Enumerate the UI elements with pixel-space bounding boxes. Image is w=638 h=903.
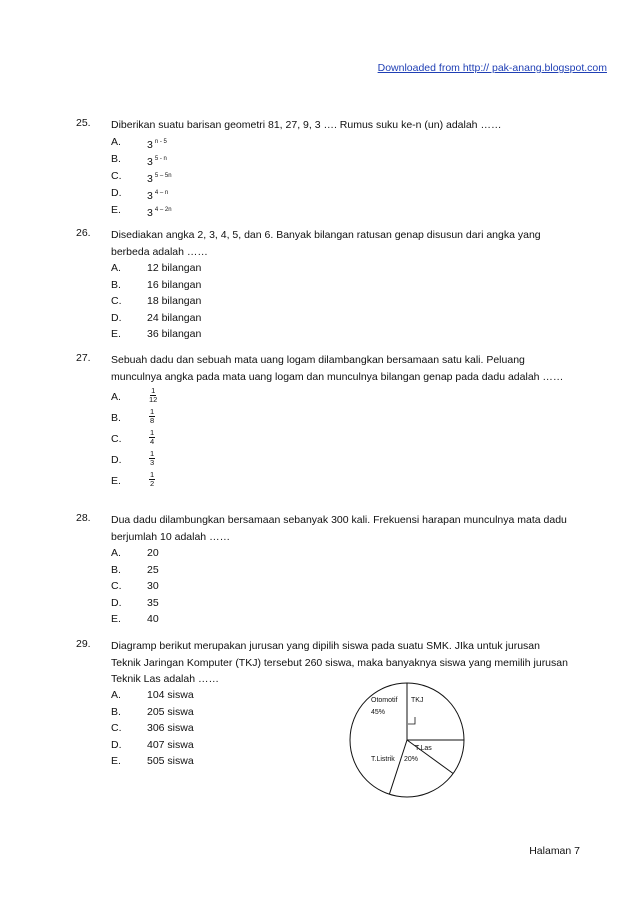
option-letter: B. (111, 563, 121, 576)
option-letter: D. (111, 187, 122, 199)
slice-label-tlas: T.Las (415, 745, 432, 752)
option-value: 306 siswa (147, 722, 194, 734)
fraction (149, 408, 155, 425)
option-base: 3 (147, 139, 153, 151)
option-letter: B. (111, 153, 121, 165)
option-value: 407 siswa (147, 738, 194, 751)
option-exponent: 5 – 5n (154, 173, 172, 179)
fraction-numerator: 1 (150, 407, 155, 416)
option-value: 104 siswa (147, 689, 194, 701)
option-letter: C. (111, 433, 122, 445)
fraction-denominator: 8 (150, 416, 155, 425)
option-letter: E. (111, 204, 121, 216)
option-exponent: n - 5 (154, 139, 167, 145)
fraction (149, 471, 155, 488)
question-number: 25. (76, 117, 91, 129)
fraction-numerator: 1 (150, 470, 155, 479)
option-value: 24 bilangan (147, 311, 202, 324)
option-letter: B. (111, 705, 121, 718)
option-value: 505 siswa (147, 755, 194, 767)
question-text: Sebuah dadu dan sebuah mata uang logam dilambangkan bersamaan satu kali. Peluang munculnya angka pada mata uang logam dan munculnya bilangan genap pada dadu adalah …… (111, 354, 564, 383)
question-number: 28. (76, 512, 91, 524)
question-text: Diagramp berikut merupakan jurusan yang dipilih siswa pada suatu SMK. JIka untuk jurusan Teknik Jaringan Komputer (TKJ) tersebut 260 siswa, maka banyaknya siswa yang memilih jurusan Teknik Las adalah …… (111, 640, 568, 685)
option-value: 35 (147, 596, 159, 609)
question-number: 29. (76, 638, 91, 650)
option-letter: C. (111, 295, 122, 307)
option-value: 36 bilangan (147, 328, 202, 340)
option-exponent: 4 – n (154, 190, 169, 196)
option-letter: D. (111, 596, 122, 609)
option-letter: B. (111, 412, 121, 424)
question-text: Disediakan angka 2, 3, 4, 5, dan 6. Banyak bilangan ratusan genap disusun dari angka yang berbeda adalah …… (111, 229, 541, 258)
option-base: 3 (147, 207, 153, 219)
option-letter: A. (111, 262, 121, 274)
slice-label-tlistrik: T.Listrik (371, 756, 395, 763)
option-value: 30 (147, 580, 159, 592)
fraction (149, 429, 155, 446)
option-letter: E. (111, 328, 121, 340)
question-number: 26. (76, 227, 91, 239)
option-letter: C. (111, 170, 122, 182)
option-letter: E. (111, 755, 121, 767)
slice-label-otomotif: Otomotif (371, 697, 398, 704)
option-letter: C. (111, 580, 122, 592)
option-letter: D. (111, 454, 122, 466)
option-letter: A. (111, 136, 121, 148)
question-text: Dua dadu dilambungkan bersamaan sebanyak 300 kali. Frekuensi harapan munculnya mata dadu berjumlah 10 adalah …… (111, 514, 567, 543)
option-value: 16 bilangan (147, 278, 202, 291)
option-exponent: 4 – 2n (154, 207, 172, 213)
option-letter: E. (111, 613, 121, 625)
fraction-numerator: 1 (151, 386, 156, 395)
option-letter: A. (111, 689, 121, 701)
option-letter: C. (111, 722, 122, 734)
option-letter: E. (111, 475, 121, 487)
fraction (149, 387, 157, 404)
question-text: Diberikan suatu barisan geometri 81, 27, 9, 3 …. Rumus suku ke-n (un) adalah …… (111, 119, 502, 131)
slice-value-tlistrik: 20% (404, 756, 419, 763)
option-base: 3 (147, 156, 153, 168)
source-link[interactable]: Downloaded from http:// pak-anang.blogspot.com (377, 62, 607, 74)
page-number: Halaman 7 (529, 845, 580, 857)
option-letter: A. (111, 547, 121, 559)
fraction-denominator: 2 (150, 479, 155, 488)
fraction-denominator: 3 (150, 458, 155, 467)
option-letter: B. (111, 278, 121, 291)
question-number: 27. (76, 352, 91, 364)
option-value: 18 bilangan (147, 295, 202, 307)
fraction-denominator: 4 (150, 437, 155, 446)
option-base: 3 (147, 190, 153, 202)
fraction-denominator: 12 (149, 395, 158, 404)
option-value: 205 siswa (147, 705, 194, 718)
fraction-numerator: 1 (150, 428, 155, 437)
fraction (149, 450, 155, 467)
slice-label-tkj: TKJ (411, 697, 424, 704)
option-value: 20 (147, 547, 159, 559)
option-value: 40 (147, 613, 159, 625)
pie-chart (347, 680, 467, 800)
option-letter: D. (111, 738, 122, 751)
option-value: 25 (147, 563, 159, 576)
slice-value-otomotif: 45% (371, 709, 386, 716)
option-value: 12 bilangan (147, 262, 202, 274)
fraction-numerator: 1 (150, 449, 155, 458)
option-letter: A. (111, 391, 121, 403)
option-base: 3 (147, 173, 153, 185)
option-exponent: 5 - n (154, 156, 167, 162)
option-letter: D. (111, 311, 122, 324)
